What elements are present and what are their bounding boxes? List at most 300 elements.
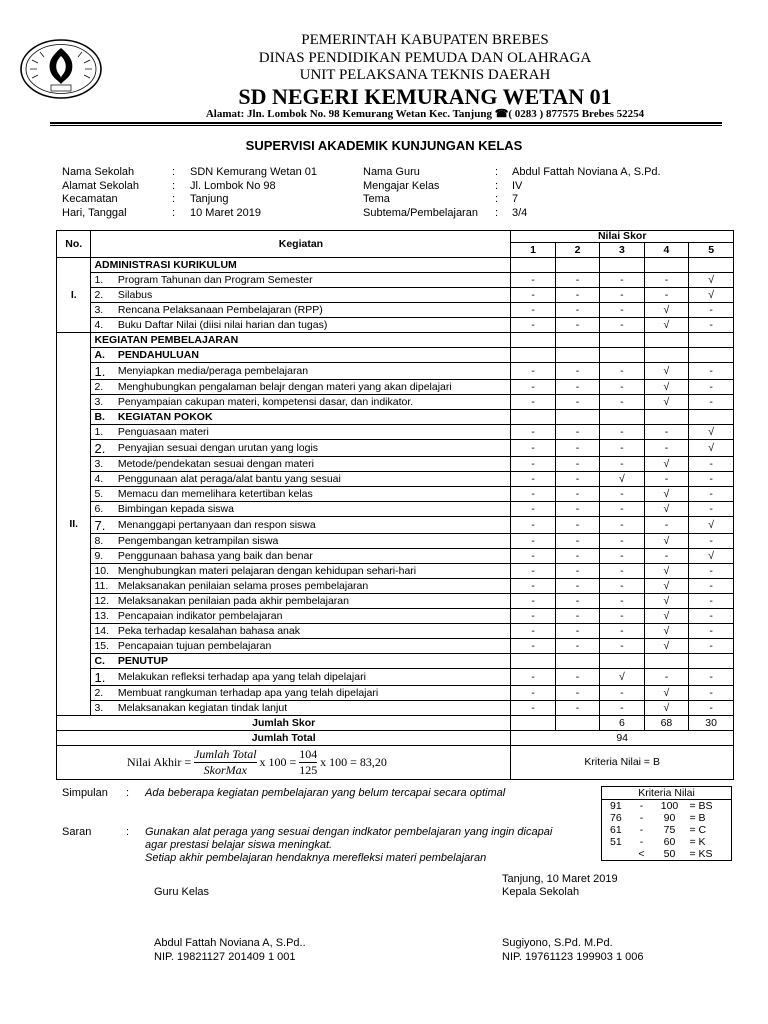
letterhead-line1: PEMERINTAH KABUPATEN BREBES: [301, 32, 549, 48]
header-nilai-skor: Nilai Skor: [511, 231, 734, 243]
score-cell: -: [600, 457, 644, 472]
item-text: Menyiapkan media/peraga pembelajaran: [115, 363, 511, 380]
score-cell-empty: [644, 654, 689, 669]
score-cell: -: [511, 303, 555, 318]
item-number: 4.: [91, 472, 115, 487]
score-cell: √: [689, 273, 734, 288]
item-text: Memacu dan memelihara ketertiban kelas: [115, 487, 511, 502]
header-score-2: 2: [555, 243, 599, 258]
info-label: Subtema/Pembelajaran: [363, 206, 478, 219]
simpulan-text: Ada beberapa kegiatan pembelajaran yang belum tercapai secara optimal: [145, 787, 506, 799]
fraction-numerator: 104: [299, 747, 318, 761]
score-cell: -: [689, 624, 734, 639]
score-cell: -: [689, 579, 734, 594]
score-cell: √: [644, 609, 689, 624]
school-address: Alamat: Jln. Lombok No. 98 Kemurang Wetan Kec. Tanjung ☎( 0283 ) 877575 Brebes 52254: [205, 108, 645, 120]
score-cell: -: [555, 701, 599, 716]
kriteria-sep: <: [638, 848, 645, 860]
score-cell: -: [644, 440, 689, 457]
item-text: Melaksanakan penilaian selama proses pembelajaran: [115, 579, 511, 594]
score-cell: -: [511, 594, 555, 609]
score-cell: -: [600, 686, 644, 701]
item-text: Bimbingan kepada siswa: [115, 502, 511, 517]
score-cell: -: [644, 288, 689, 303]
info-value: 3/4: [512, 206, 528, 219]
score-cell: -: [689, 303, 734, 318]
score-cell: -: [600, 363, 644, 380]
item-number: 7.: [91, 517, 115, 534]
kriteria-grade: = B: [689, 812, 706, 824]
item-number: 3.: [91, 701, 115, 716]
score-cell: -: [689, 380, 734, 395]
item-number: 12.: [91, 594, 115, 609]
info-right-values: [512, 166, 661, 220]
score-cell: -: [689, 701, 734, 716]
table-row: [57, 686, 734, 701]
score-cell: √: [644, 594, 689, 609]
score-cell: -: [511, 502, 555, 517]
score-cell: -: [511, 273, 555, 288]
sub-letter: C.: [91, 654, 115, 669]
score-cell: -: [511, 425, 555, 440]
item-number: 10.: [91, 564, 115, 579]
kriteria-max: 75: [663, 824, 676, 836]
item-number: 3.: [91, 395, 115, 410]
item-number: 14.: [91, 624, 115, 639]
table-row: [57, 669, 734, 686]
saran-line: Setiap akhir pembelajaran hendaknya merefleksi materi pembelajaran: [145, 852, 487, 864]
score-cell: -: [511, 686, 555, 701]
table-row: [57, 502, 734, 517]
score-cell-empty: [511, 258, 555, 273]
score-cell-empty: [644, 410, 689, 425]
score-cell: -: [555, 395, 599, 410]
header-no: No.: [57, 231, 91, 258]
score-cell: -: [689, 472, 734, 487]
item-text: Pengembangan ketrampilan siswa: [115, 534, 511, 549]
score-cell-empty: [600, 654, 644, 669]
page-title: SUPERVISI AKADEMIK KUNJUNGAN KELAS: [245, 138, 523, 153]
score-cell: -: [555, 549, 599, 564]
table-row: [57, 333, 734, 348]
letterhead-divider: [50, 122, 722, 124]
table-row: [57, 303, 734, 318]
item-text: Buku Daftar Nilai (diisi nilai harian dan tugas): [115, 318, 511, 333]
score-cell: -: [689, 457, 734, 472]
score-cell-empty: [600, 333, 644, 348]
item-text: Penguasaan materi: [115, 425, 511, 440]
score-cell-empty: [555, 333, 599, 348]
score-cell: -: [600, 701, 644, 716]
table-row: [57, 410, 734, 425]
info-value: Jl. Lombok No 98: [190, 179, 276, 192]
item-number: 9.: [91, 549, 115, 564]
table-row: [57, 457, 734, 472]
table-row: [57, 701, 734, 716]
table-row: [57, 534, 734, 549]
score-cell: -: [555, 380, 599, 395]
score-cell: -: [555, 457, 599, 472]
score-cell: √: [689, 517, 734, 534]
item-text: Peka terhadap kesalahan bahasa anak: [115, 624, 511, 639]
saran-line: Gunakan alat peraga yang sesuai dengan indkator pembelajaran yang ingin dicapai: [145, 826, 553, 838]
place-date: Tanjung, 10 Maret 2019: [502, 873, 618, 885]
score-cell: √: [644, 579, 689, 594]
nilai-akhir-label: Nilai Akhir =: [127, 755, 192, 769]
table-row: [57, 517, 734, 534]
info-label: Alamat Sekolah: [62, 179, 140, 192]
score-cell: -: [600, 579, 644, 594]
info-right-labels: [363, 166, 478, 220]
score-cell: -: [555, 594, 599, 609]
item-text: Penggunaan bahasa yang baik dan benar: [115, 549, 511, 564]
score-cell: -: [511, 363, 555, 380]
item-text: Metode/pendekatan sesuai dengan materi: [115, 457, 511, 472]
score-cell: -: [555, 669, 599, 686]
score-cell: √: [644, 639, 689, 654]
table-row: [57, 579, 734, 594]
kriteria-row: [602, 800, 732, 813]
score-cell: -: [555, 318, 599, 333]
guru-title: Guru Kelas: [154, 886, 210, 898]
item-text: Rencana Pelaksanaan Pembelajaran (RPP): [115, 303, 511, 318]
simpulan-label: Simpulan: [62, 787, 108, 799]
kriteria-row: [602, 836, 732, 848]
item-text: Penyampaian cakupan materi, kompetensi dasar, dan indikator.: [115, 395, 511, 410]
score-cell: -: [644, 669, 689, 686]
table-row: [57, 440, 734, 457]
item-number: 2.: [91, 288, 115, 303]
score-cell-empty: [600, 258, 644, 273]
score-cell-empty: [511, 654, 555, 669]
score-cell: -: [600, 425, 644, 440]
score-cell-empty: [644, 348, 689, 363]
fraction-numerator: Jumlah Total: [194, 747, 257, 761]
table-row: [57, 288, 734, 303]
table-row: [57, 487, 734, 502]
item-text: Silabus: [115, 288, 511, 303]
score-cell: -: [555, 517, 599, 534]
item-number: 6.: [91, 502, 115, 517]
score-cell-empty: [689, 258, 734, 273]
item-text: Membuat rangkuman terhadap apa yang telah dipelajari: [115, 686, 511, 701]
score-cell: -: [555, 288, 599, 303]
guru-name: Abdul Fattah Noviana A, S.Pd..: [154, 937, 306, 949]
score-cell: -: [555, 564, 599, 579]
kriteria-row: [602, 848, 732, 861]
score-cell: -: [511, 579, 555, 594]
score-cell: -: [600, 487, 644, 502]
item-number: 1.: [91, 363, 115, 380]
jumlah-skor-value: 6: [600, 716, 644, 731]
score-cell: -: [600, 273, 644, 288]
score-cell: √: [644, 534, 689, 549]
score-cell: -: [511, 472, 555, 487]
guru-nip: NIP. 19821127 201409 1 001: [154, 951, 296, 963]
score-cell: -: [644, 517, 689, 534]
score-cell: -: [511, 517, 555, 534]
jumlah-total-value: 94: [511, 731, 734, 746]
info-label: Nama Guru: [363, 166, 420, 178]
score-cell-empty: [555, 348, 599, 363]
table-row: [57, 549, 734, 564]
score-cell: -: [555, 534, 599, 549]
score-cell: -: [555, 273, 599, 288]
header-score-4: 4: [644, 243, 689, 258]
kriteria-sep: -: [639, 836, 644, 848]
fraction-denominator: SkorMax: [203, 763, 247, 777]
saran-text: [145, 826, 552, 865]
score-cell: -: [511, 534, 555, 549]
score-cell: -: [600, 318, 644, 333]
score-cell: √: [600, 472, 644, 487]
kepsek-nip: NIP. 19761123 199903 1 006: [502, 951, 644, 963]
supervision-table: [56, 230, 734, 780]
score-cell: -: [600, 502, 644, 517]
score-cell: -: [511, 457, 555, 472]
score-cell: √: [689, 440, 734, 457]
nilai-akhir-result: x 100 = 83,20: [320, 755, 387, 769]
score-cell-empty: [511, 333, 555, 348]
score-cell: √: [644, 624, 689, 639]
header-kegiatan: Kegiatan: [91, 231, 511, 258]
sub-letter: B.: [91, 410, 115, 425]
item-number: 3.: [91, 303, 115, 318]
score-cell: -: [600, 624, 644, 639]
info-value: IV: [512, 179, 523, 192]
score-cell: √: [600, 669, 644, 686]
score-cell: -: [644, 425, 689, 440]
table-row: [57, 380, 734, 395]
item-number: 8.: [91, 534, 115, 549]
item-text: Melaksanakan penilaian pada akhir pembelajaran: [115, 594, 511, 609]
score-cell: -: [600, 639, 644, 654]
info-left-colons: : : : :: [172, 166, 176, 219]
score-cell: √: [644, 457, 689, 472]
item-number: 1.: [91, 425, 115, 440]
score-cell: -: [689, 564, 734, 579]
kepsek-name: Sugiyono, S.Pd. M.Pd.: [502, 937, 613, 949]
kriteria-max: 100: [660, 800, 679, 812]
kriteria-max: 60: [663, 836, 676, 848]
table-row: [57, 425, 734, 440]
score-cell: -: [511, 564, 555, 579]
score-cell-empty: [689, 410, 734, 425]
info-value: 7: [512, 193, 519, 205]
item-text: Melaksanakan kegiatan tindak lanjut: [115, 701, 511, 716]
score-cell: -: [511, 487, 555, 502]
score-cell: √: [644, 701, 689, 716]
score-cell: √: [644, 303, 689, 318]
table-row: [57, 318, 734, 333]
score-cell-empty: [600, 410, 644, 425]
kriteria-sep: -: [639, 824, 644, 836]
letterhead-line2: DINAS PENDIDIKAN PEMUDA DAN OLAHRAGA: [258, 50, 592, 66]
jumlah-total-label: Jumlah Total: [57, 731, 511, 746]
score-cell: -: [600, 440, 644, 457]
section-title: KEGIATAN PEMBELAJARAN: [91, 333, 511, 348]
score-cell-empty: [600, 348, 644, 363]
score-cell: √: [644, 487, 689, 502]
fraction-values: [299, 747, 317, 778]
score-cell: -: [511, 639, 555, 654]
score-cell: √: [644, 564, 689, 579]
score-cell: -: [689, 502, 734, 517]
item-number: 15.: [91, 639, 115, 654]
kriteria-title: Kriteria Nilai: [602, 787, 732, 800]
score-cell: √: [644, 502, 689, 517]
jumlah-skor-value: 30: [689, 716, 734, 731]
kriteria-min: 91: [610, 800, 622, 812]
kriteria-row: [602, 812, 732, 824]
score-cell: √: [689, 549, 734, 564]
kriteria-grade: = C: [689, 824, 707, 836]
simpulan-colon: :: [126, 787, 130, 799]
score-cell: -: [689, 639, 734, 654]
score-cell: -: [555, 686, 599, 701]
kriteria-max: 50: [663, 848, 676, 860]
score-cell: -: [555, 425, 599, 440]
item-number: 2.: [91, 686, 115, 701]
info-label: Tema: [363, 193, 390, 205]
fraction-formula: [194, 747, 257, 778]
item-number: 1.: [91, 669, 115, 686]
score-cell: -: [600, 609, 644, 624]
kriteria-min: 51: [610, 836, 622, 848]
score-cell: -: [600, 303, 644, 318]
score-cell-empty: [689, 333, 734, 348]
item-text: Penyajian sesuai dengan urutan yang logis: [115, 440, 511, 457]
score-cell: -: [511, 609, 555, 624]
section-title: ADMINISTRASI KURIKULUM: [91, 258, 511, 273]
score-cell: -: [689, 594, 734, 609]
table-row: [57, 273, 734, 288]
section-number: II.: [57, 333, 91, 716]
score-cell: -: [600, 288, 644, 303]
score-cell: -: [600, 594, 644, 609]
score-cell: -: [555, 624, 599, 639]
jumlah-total-row: [57, 731, 734, 746]
score-cell-empty: [511, 348, 555, 363]
jumlah-skor-row: [57, 716, 734, 731]
subsection-title: PENDAHULUAN: [115, 348, 511, 363]
jumlah-skor-value: [555, 716, 599, 731]
score-cell: -: [511, 288, 555, 303]
score-cell: -: [689, 609, 734, 624]
subsection-title: KEGIATAN POKOK: [115, 410, 511, 425]
item-text: Menghubungkan pengalaman belajr dengan materi yang akan dipelajari: [115, 380, 511, 395]
score-cell: -: [511, 395, 555, 410]
score-cell: -: [555, 502, 599, 517]
table-row: [57, 363, 734, 380]
table-row: [57, 594, 734, 609]
score-cell-empty: [555, 410, 599, 425]
times-text: x 100 =: [259, 755, 297, 769]
info-label: Mengajar Kelas: [363, 179, 440, 192]
score-cell: √: [644, 380, 689, 395]
kepsek-title: Kepala Sekolah: [502, 886, 580, 898]
score-cell: -: [689, 686, 734, 701]
table-row: [57, 654, 734, 669]
nilai-akhir-row: [57, 746, 734, 780]
kriteria-nilai-result: Kriteria Nilai = B: [511, 746, 734, 780]
school-name: SD NEGERI KEMURANG WETAN 01: [238, 84, 612, 109]
item-number: 11.: [91, 579, 115, 594]
item-number: 1.: [91, 273, 115, 288]
score-cell: -: [511, 440, 555, 457]
section-number: I.: [57, 258, 91, 333]
regency-seal-logo: [18, 38, 104, 100]
score-cell: -: [689, 669, 734, 686]
score-cell: -: [644, 472, 689, 487]
score-cell: -: [555, 440, 599, 457]
table-row: [57, 472, 734, 487]
score-cell: -: [555, 363, 599, 380]
score-cell-empty: [555, 654, 599, 669]
score-cell: -: [689, 363, 734, 380]
info-label: Hari, Tanggal: [62, 206, 127, 219]
table-row: [57, 624, 734, 639]
score-cell-empty: [555, 258, 599, 273]
info-value: Tanjung: [190, 193, 229, 205]
score-cell: -: [644, 549, 689, 564]
score-cell: -: [644, 273, 689, 288]
item-text: Melakukan refleksi terhadap apa yang telah dipelajari: [115, 669, 511, 686]
table-row: [57, 639, 734, 654]
saran-label: Saran: [62, 826, 92, 838]
score-cell: -: [555, 487, 599, 502]
score-cell: -: [689, 395, 734, 410]
score-cell: -: [511, 701, 555, 716]
score-cell: -: [600, 380, 644, 395]
score-cell: -: [555, 579, 599, 594]
letterhead-divider-thin: [50, 125, 722, 126]
table-row: [57, 609, 734, 624]
jumlah-skor-value: 68: [644, 716, 689, 731]
info-value: Abdul Fattah Noviana A, S.Pd.: [512, 166, 661, 178]
kriteria-min: [602, 848, 632, 861]
score-cell: -: [555, 472, 599, 487]
score-cell: √: [644, 318, 689, 333]
header-score-5: 5: [689, 243, 734, 258]
kriteria-sep: -: [639, 812, 644, 824]
score-cell: √: [689, 288, 734, 303]
jumlah-skor-label: Jumlah Skor: [57, 716, 511, 731]
item-number: 2.: [91, 440, 115, 457]
score-cell: √: [644, 686, 689, 701]
kriteria-grade: = BS: [689, 800, 713, 812]
info-label: Kecamatan: [62, 193, 118, 205]
score-cell: √: [689, 425, 734, 440]
subsection-title: PENUTUP: [115, 654, 511, 669]
score-cell: -: [600, 564, 644, 579]
kriteria-sep: -: [639, 800, 644, 812]
item-text: Pencapaian indikator pembelajaran: [115, 609, 511, 624]
score-cell: -: [511, 549, 555, 564]
score-cell: -: [600, 549, 644, 564]
score-cell-empty: [689, 654, 734, 669]
score-cell: -: [511, 624, 555, 639]
kriteria-grade: = KS: [689, 848, 713, 860]
info-value: 10 Maret 2019: [190, 206, 261, 219]
score-cell: -: [600, 395, 644, 410]
item-number: 5.: [91, 487, 115, 502]
info-left-labels: [62, 166, 139, 220]
fraction-denominator: 125: [299, 763, 318, 777]
info-left-values: [190, 166, 317, 220]
item-number: 3.: [91, 457, 115, 472]
score-cell: -: [600, 534, 644, 549]
